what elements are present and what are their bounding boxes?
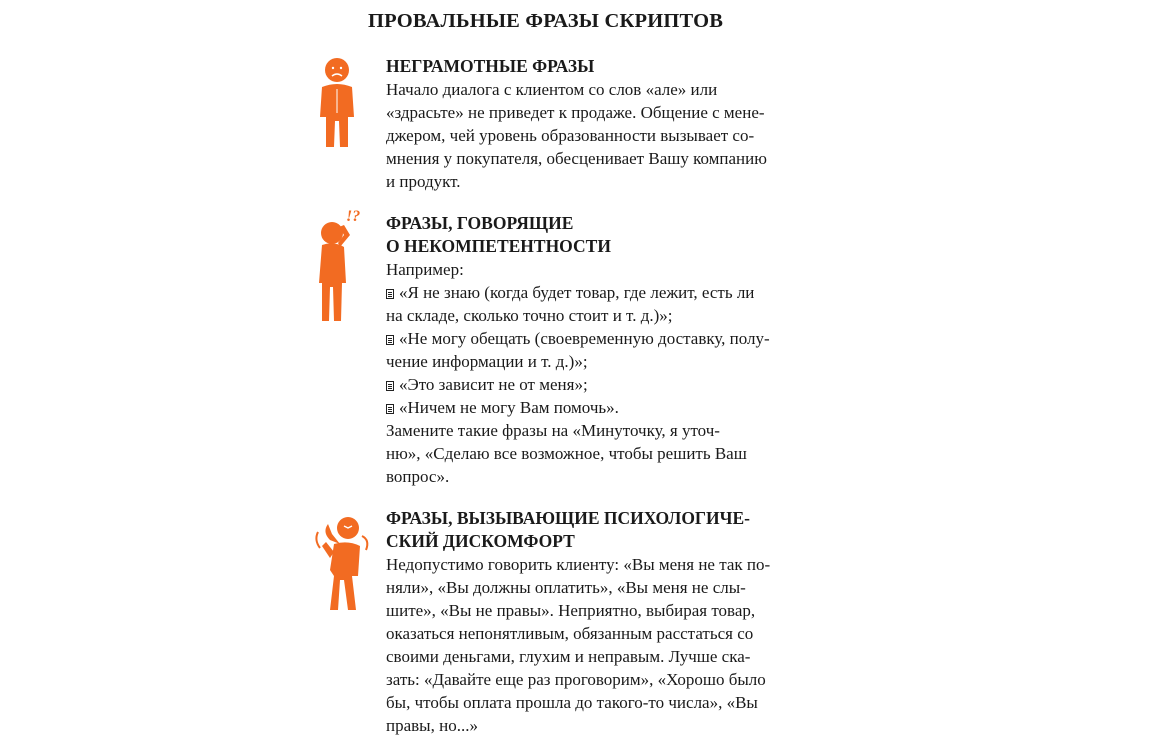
section-heading: ФРАЗЫ, ВЫЗЫВАЮЩИЕ ПСИХОЛОГИЧЕ- xyxy=(386,508,751,528)
section-discomfort-phrases xyxy=(386,507,826,737)
body-line: няли», «Вы должны оплатить», «Вы меня не слы- xyxy=(386,578,746,597)
body-line: Недопустимо говорить клиенту: «Вы меня не так по- xyxy=(386,555,771,574)
section-incompetence-phrases xyxy=(386,212,826,488)
body-line: мнения у покупателя, обесценивает Вашу компанию xyxy=(386,149,767,168)
confused-person-icon xyxy=(310,205,370,327)
body-line: правы, но...» xyxy=(386,716,478,735)
list-item: «Я не знаю (когда будет товар, где лежит, есть ли xyxy=(386,281,826,304)
body-line: Замените такие фразы на «Минуточку, я уточ- xyxy=(386,421,720,440)
body-line: джером, чей уровень образованности вызывает со- xyxy=(386,126,755,145)
body-line: Начало диалога с клиентом со слов «але» или xyxy=(386,80,718,99)
exclamation-question-mark: !? xyxy=(346,208,361,225)
sad-person-icon xyxy=(312,55,362,155)
distressed-person-icon xyxy=(312,510,376,616)
section-heading: СКИЙ ДИСКОМФОРТ xyxy=(386,531,575,551)
section-heading: ФРАЗЫ, ГОВОРЯЩИЕ xyxy=(386,213,574,233)
list-item: «Ничем не могу Вам помочь». xyxy=(386,396,826,419)
body-line: ню», «Сделаю все возможное, чтобы решить Ваш xyxy=(386,444,747,463)
body-line: бы, чтобы оплата прошла до такого-то числа», «Вы xyxy=(386,693,758,712)
body-line: своими деньгами, глухим и неправым. Лучше ска- xyxy=(386,647,751,666)
intro-line: Например: xyxy=(386,260,464,279)
section-heading: О НЕКОМПЕТЕНТНОСТИ xyxy=(386,236,611,256)
page-title: ПРОВАЛЬНЫЕ ФРАЗЫ СКРИПТОВ xyxy=(368,10,724,32)
list-bullet-icon xyxy=(386,404,394,414)
list-item-continuation: чение информации и т. д.)»; xyxy=(386,352,588,371)
list-item: «Не могу обещать (своевременную доставку, полу- xyxy=(386,327,826,350)
body-line: и продукт. xyxy=(386,172,461,191)
section-illiterate-phrases xyxy=(386,55,826,193)
list-bullet-icon xyxy=(386,335,394,345)
body-line: зать: «Давайте еще раз проговорим», «Хорошо было xyxy=(386,670,766,689)
list-item: «Это зависит не от меня»; xyxy=(386,373,826,396)
body-line: «здрасьте» не приведет к продаже. Общение с мене- xyxy=(386,103,765,122)
section-heading: НЕГРАМОТНЫЕ ФРАЗЫ xyxy=(386,56,595,76)
body-line: вопрос». xyxy=(386,467,450,486)
list-item-continuation: на складе, сколько точно стоит и т. д.)»; xyxy=(386,306,673,325)
list-bullet-icon xyxy=(386,381,394,391)
list-bullet-icon xyxy=(386,289,394,299)
body-line: шите», «Вы не правы». Неприятно, выбирая товар, xyxy=(386,601,756,620)
body-line: оказаться непонятливым, обязанным расстаться со xyxy=(386,624,754,643)
